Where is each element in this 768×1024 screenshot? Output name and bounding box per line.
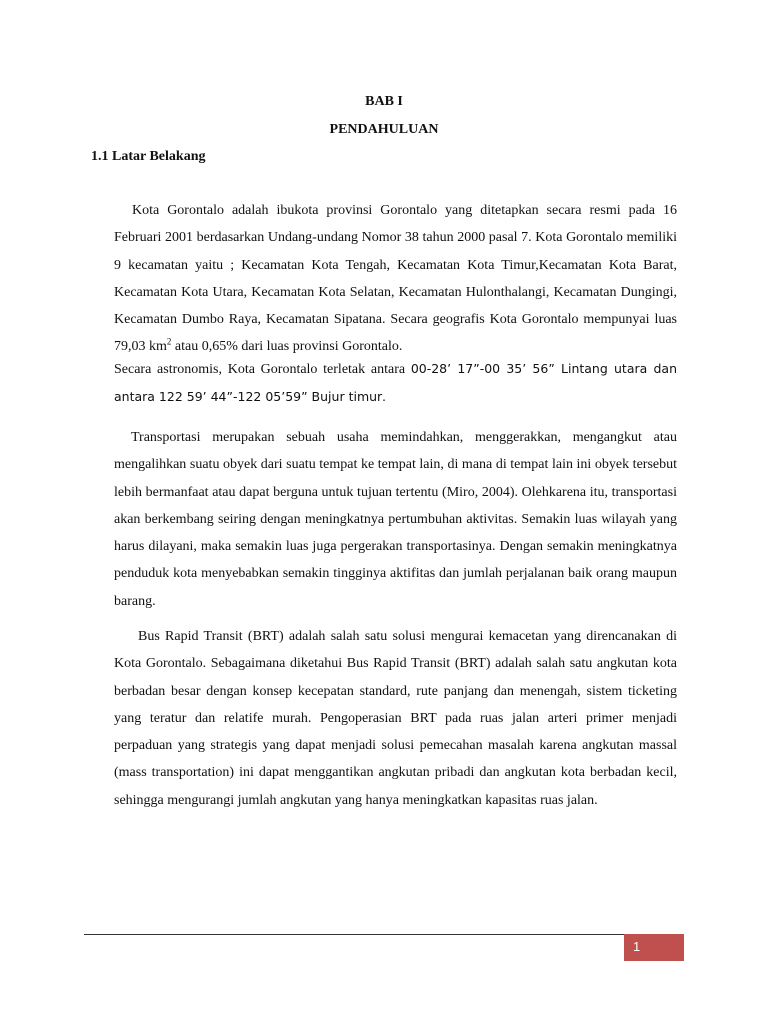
page-number-badge [624,934,684,961]
section-heading: 1.1 Latar Belakang [91,149,206,164]
paragraph-astronomy-period: . [382,390,386,405]
paragraph-transportation: Transportasi merupakan sebuah usaha memindahkan, menggerakkan, mengangkut atau mengalihkan suatu obyek dari suatu tempat ke tempat lain, di mana di tempat lain ini obyek tersebut lebih bermanfaat atau dapat berguna untuk tujuan tertentu (Miro, 2004). Olehkarena itu, transportasi akan berkembang seiring dengan meningkatnya pertumbuhan aktivitas. Semakin luas wilayah yang harus dilayani, maka semakin luas juga pergerakan transportasinya. Dengan semakin meningkatnya penduduk kota menyebabkan semakin tingginya aktifitas dan jumlah perjalanan baik orang maupun barang. [114,430,677,609]
paragraph-brt: Bus Rapid Transit (BRT) adalah salah satu solusi mengurai kemacetan yang direncanakan di Kota Gorontalo. Sebagaimana diketahui Bus Rapid Transit (BRT) adalah salah satu angkutan kota berbadan besar dengan konsep kecepatan standard, rute panjang dan menengah, sistem ticketing yang teratur dan relatife murah. Pengoperasian BRT pada ruas jalan arteri primer menjadi perpaduan yang strategis yang dapat menjadi solusi pemecahan masalah karena angkutan massal (mass transportation) ini dapat menggantikan angkutan pribadi dan angkutan kota berbadan kecil, sehingga mengurangi jumlah angkutan yang hanya meningkatkan kapasitas ruas jalan. [114,629,677,808]
paragraph-intro [114,197,677,361]
footer-divider [84,934,684,935]
superscript-area-unit: 2 [166,336,172,347]
page-number: 1 [633,939,641,954]
chapter-title: PENDAHULUAN [329,122,439,137]
paragraph-intro-text: Kota Gorontalo adalah ibukota provinsi Gorontalo yang ditetapkan secara resmi pada 16 Februari 2001 berdasarkan Undang-undang Nomor 38 tahun 2000 pasal 7. Kota Gorontalo memiliki 9 kecamatan yaitu ; Kecamatan Kota Tengah, Kecamatan Kota Timur,Kecamatan Kota Barat, Kecamatan Kota Utara, Kecamatan Kota Selatan, Kecamatan Hulonthalangi, Kecamatan Dungingi, Kecamatan Dumbo Raya, Kecamatan Sipatana. Secara geografis Kota Gorontalo mempunyai luas 79,03 km [114,203,677,355]
coordinates-text: 00-28’ 17”-00 35’ 56” Lintang utara dan antara 122 59’ 44”-122 05’59” Bujur timur [114,361,677,404]
paragraph-intro-text-end: atau 0,65% dari luas provinsi Gorontalo. [171,339,403,355]
paragraph-astronomy-text: Secara astronomis, Kota Gorontalo terletak antara [114,362,411,377]
chapter-number: BAB I [365,94,403,109]
paragraph-astronomy [114,355,677,411]
